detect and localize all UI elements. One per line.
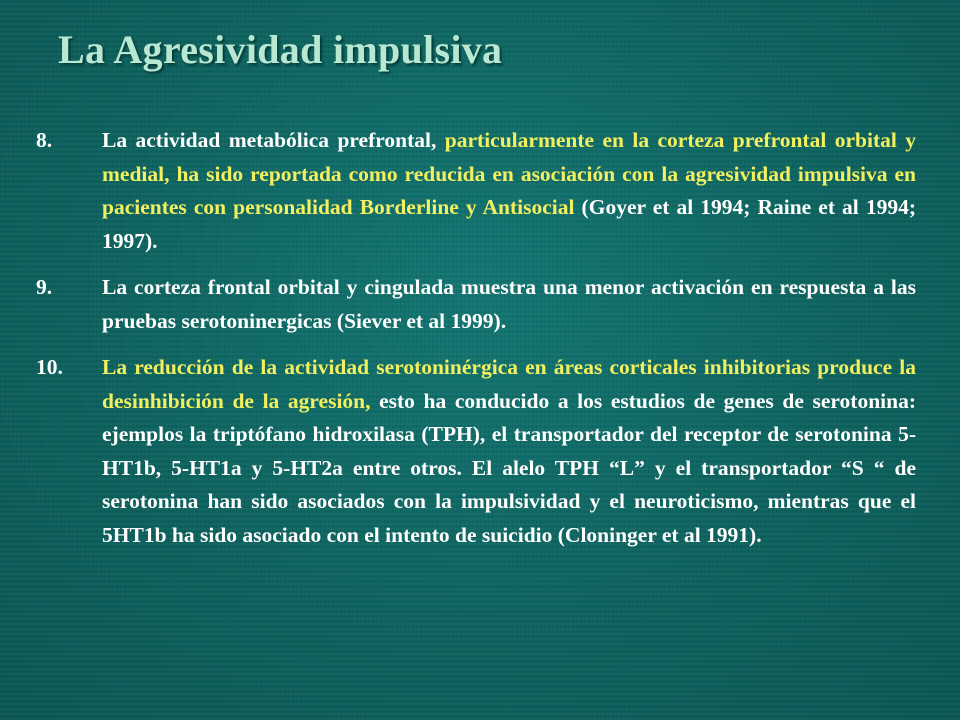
item-text [102, 128, 916, 253]
item-text-plain: (Goyer et al 1994; Raine et al 1994; 1997). [102, 195, 916, 253]
item-number: 9. [36, 275, 53, 299]
item-text [102, 275, 916, 333]
item-text-plain: La actividad metabólica prefrontal, [102, 128, 445, 152]
numbered-list [36, 124, 916, 552]
item-text-highlight: particularmente en la corteza prefrontal orbital y medial, ha sido reportada como reducida en asociación con la agresividad impulsiva en pacientes con personalidad Borderline y Antisocial [102, 128, 916, 219]
item-number: 8. [36, 128, 53, 152]
list-item-8 [36, 124, 916, 258]
item-text [102, 355, 916, 547]
list-item-10 [36, 351, 916, 552]
item-text-highlight: La reducción de la actividad serotoninérgica en áreas corticales inhibitorias produce la desinhibición de la agresión, [102, 355, 916, 413]
list-item-9 [36, 271, 916, 338]
item-text-plain: esto ha conducido a los estudios de genes de serotonina: ejemplos la triptófano hidroxilasa (TPH), el transportador del receptor de serotonina 5-HT1b, 5-HT1a y 5-HT2a entre otros. El alelo TPH “L” y el transportador “S “ de serotonina han sido asociados con la impulsividad y el neuroticismo, mientras que el 5HT1b ha sido asociado con el intento de suicidio (Cloninger et al 1991). [102, 388, 916, 547]
item-number: 10. [36, 355, 63, 379]
item-text-plain: La corteza frontal orbital y cingulada muestra una menor activación en respuesta a las pruebas serotoninergicas (Siever et al 1999). [102, 275, 916, 333]
slide-title: La Agresividad impulsiva [58, 27, 503, 72]
